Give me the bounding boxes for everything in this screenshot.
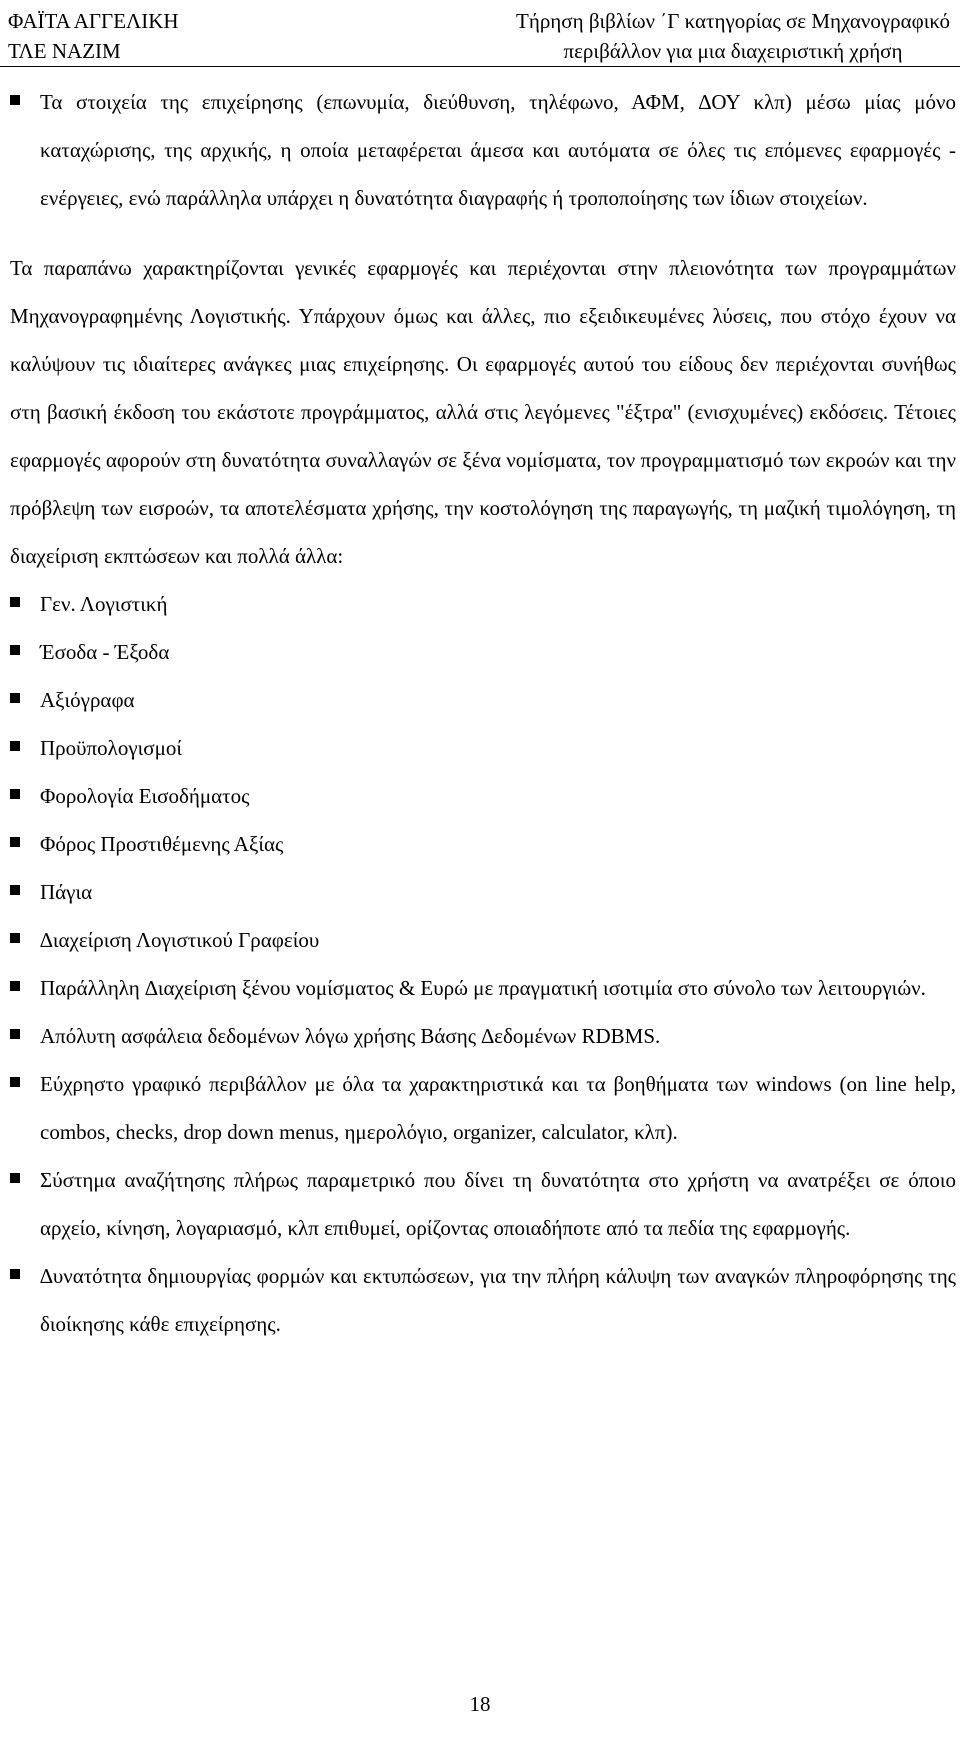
intro-bullet [10, 78, 956, 222]
list-item-text: Σύστημα αναζήτησης πλήρως παραμετρικό που δίνει τη δυνατότητα στο χρήστη να ανατρέξει σε όποιο αρχείο, κίνηση, λογαριασμό, κλπ επιθυμεί, ορίζοντας οποιαδήποτε από τα πεδία της εφαρμογής. [40, 1168, 956, 1240]
list-item [10, 580, 956, 628]
list-item [10, 1252, 956, 1348]
list-item [10, 628, 956, 676]
bullet-square-icon [10, 741, 20, 751]
bullet-square-icon [10, 645, 20, 655]
department: ΤΛΕ ΝΑΖΙΜ [8, 39, 121, 63]
bullet-square-icon [10, 95, 20, 105]
feature-list [10, 580, 956, 1348]
list-item [10, 868, 956, 916]
list-item-text: Αξιόγραφα [40, 688, 135, 712]
list-item [10, 1012, 956, 1060]
bullet-square-icon [10, 1269, 20, 1279]
list-item [10, 724, 956, 772]
bullet-square-icon [10, 1077, 20, 1087]
bullet-square-icon [10, 981, 20, 991]
list-item [10, 916, 956, 964]
document-title-line2: περιβάλλον για μια διαχειριστική χρήση [563, 39, 903, 63]
header-left [8, 6, 179, 66]
author-name: ΦΑΪΤΑ ΑΓΓΕΛΙΚΗ [8, 9, 179, 33]
list-item [10, 1156, 956, 1252]
bullet-square-icon [10, 837, 20, 847]
list-item-text: Απόλυτη ασφάλεια δεδομένων λόγω χρήσης Βάσης ∆εδομένων RDBMS. [40, 1024, 661, 1048]
list-item-text: ∆υνατότητα δημιουργίας φορμών και εκτυπώσεων, για την πλήρη κάλυψη των αναγκών πληροφόρησης της διοίκησης κάθε επιχείρησης. [40, 1264, 956, 1336]
list-item-text: Εύχρηστο γραφικό περιβάλλον με όλα τα χαρακτηριστικά και τα βοηθήματα των windows (on line help, combos, checks, drop down menus, ημερολόγιο, organizer, calculator, κλπ). [40, 1072, 956, 1144]
list-item [10, 1060, 956, 1156]
bullet-square-icon [10, 1173, 20, 1183]
body-paragraph: Τα παραπάνω χαρακτηρίζονται γενικές εφαρμογές και περιέχονται στην πλειονότητα των προγραμμάτων Μηχανογραφημένης Λογιστικής. Υπάρχουν όμως και άλλες, πιο εξειδικευμένες λύσεις, που στόχο έχουν να καλύψουν τις ιδιαίτερες ανάγκες μιας επιχείρησης. Οι εφαρμογές αυτού του είδους δεν περιέχονται συνήθως στη βασική έκδοση του εκάστοτε προγράμματος, αλλά στις λεγόμενες "έξτρα" (ενισχυμένες) εκδόσεις. Τέτοιες εφαρμογές αφορούν στη δυνατότητα συναλλαγών σε ξένα νομίσματα, τον προγραμματισμό των εκροών και την πρόβλεψη των εισροών, τα αποτελέσματα χρήσης, την κοστολόγηση της παραγωγής, τη μαζική τιμολόγηση, τη διαχείριση εκπτώσεων και πολλά άλλα: [10, 256, 956, 568]
list-item [10, 964, 956, 1012]
bullet-square-icon [10, 933, 20, 943]
list-item-text: ∆ιαχείριση Λογιστικού Γραφείου [40, 928, 320, 952]
bullet-square-icon [10, 693, 20, 703]
list-item-text: Έσοδα - Έξοδα [40, 640, 170, 664]
header-right [516, 6, 950, 66]
bullet-square-icon [10, 1029, 20, 1039]
document-title-line1: Τήρηση βιβλίων ΄Γ κατηγορίας σε Μηχανογραφικό [516, 9, 950, 33]
list-item [10, 772, 956, 820]
list-item-text: Φόρος Προστιθέμενης Αξίας [40, 832, 284, 856]
page-body [10, 78, 956, 1348]
list-item-text: Πάγια [40, 880, 93, 904]
list-item [10, 820, 956, 868]
page-number: 18 [469, 1692, 491, 1716]
page-header [0, 6, 960, 67]
list-item-text: Προϋπολογισμοί [40, 736, 182, 760]
bullet-square-icon [10, 789, 20, 799]
bullet-square-icon [10, 597, 20, 607]
list-item-text: Παράλληλη ∆ιαχείριση ξένου νομίσματος & Ευρώ με πραγματική ισοτιμία στο σύνολο των λειτουργιών. [40, 976, 926, 1000]
list-item [10, 676, 956, 724]
intro-bullet-text: Τα στοιχεία της επιχείρησης (επωνυμία, διεύθυνση, τηλέφωνο, ΑΦΜ, ∆ΟΥ κλπ) μέσω μίας μόνο καταχώρισης, της αρχικής, η οποία μεταφέρεται άμεσα και αυτόματα σε όλες τις επόμενες εφαρμογές - ενέργειες, ενώ παράλληλα υπάρχει η δυνατότητα διαγραφής ή τροποποίησης των ίδιων στοιχείων. [40, 90, 956, 210]
bullet-square-icon [10, 885, 20, 895]
list-item-text: Γεν. Λογιστική [40, 592, 168, 616]
list-item-text: Φορολογία Εισοδήματος [40, 784, 250, 808]
